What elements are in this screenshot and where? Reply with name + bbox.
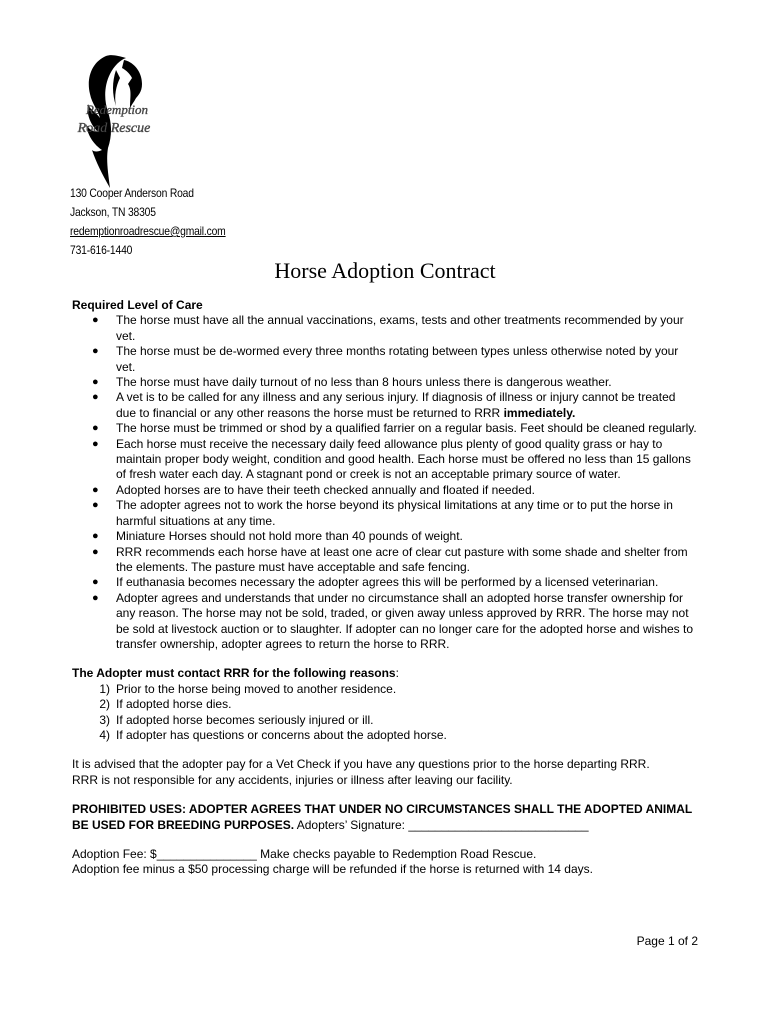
address-street: 130 Cooper Anderson Road bbox=[70, 186, 194, 200]
reason-item: 3) If adopted horse becomes seriously injured or ill. bbox=[99, 712, 374, 727]
bullet-icon: ● bbox=[92, 483, 99, 496]
address-email-link[interactable]: redemptionroadrescue@gmail.com bbox=[70, 224, 226, 238]
address-phone: 731-616-1440 bbox=[70, 243, 133, 257]
bullet-icon: ● bbox=[92, 422, 99, 435]
bullet-icon: ● bbox=[92, 499, 99, 512]
horse-head-logo-icon bbox=[62, 52, 172, 190]
bullet-icon: ● bbox=[92, 376, 99, 389]
advice-line-1: It is advised that the adopter pay for a Vet Check if you have any questions prior to the horse departing RRR. bbox=[72, 757, 650, 772]
contract-body bbox=[72, 298, 698, 878]
document-title: Horse Adoption Contract bbox=[274, 258, 496, 283]
bullet-icon: ● bbox=[92, 591, 99, 604]
reasons-list bbox=[72, 682, 698, 744]
adoption-fee-field[interactable]: Adoption Fee: $_______________ Make checks payable to Redemption Road Rescue. bbox=[72, 847, 537, 861]
care-item: ● The adopter agrees not to work the horse beyond its physical limitations at any time or to put the horse in harmful situations at any time. bbox=[92, 498, 673, 528]
prohibited-uses: PROHIBITED USES: ADOPTER AGREES THAT UNDER NO CIRCUMSTANCES SHALL THE ADOPTED ANIMAL BE USED FOR BREEDING PURPOSES. Adopters’ Signature: ___________________________ bbox=[72, 802, 693, 832]
care-heading: Required Level of Care bbox=[72, 298, 203, 312]
care-item: ● Adopted horses are to have their teeth checked annually and floated if needed. bbox=[92, 482, 535, 497]
care-item: ● If euthanasia becomes necessary the adopter agrees this will be performed by a licensed veterinarian. bbox=[92, 575, 659, 590]
bullet-icon: ● bbox=[92, 530, 99, 543]
care-item: ● The horse must have daily turnout of no less than 8 hours unless there is dangerous weather. bbox=[92, 375, 612, 390]
care-item: ● Miniature Horses should not hold more than 40 pounds of weight. bbox=[92, 529, 463, 544]
bullet-icon: ● bbox=[92, 545, 99, 558]
bullet-icon: ● bbox=[92, 437, 99, 450]
care-item: ● The horse must be trimmed or shod by a qualified farrier on a regular basis. Feet should be cleaned regularly. bbox=[92, 421, 697, 436]
reason-item: 1) Prior to the horse being moved to another residence. bbox=[99, 681, 397, 696]
bullet-icon: ● bbox=[92, 391, 99, 404]
care-item: ● The horse must be de-wormed every three months rotating between types unless otherwise noted by your vet. bbox=[92, 344, 679, 374]
bullet-icon: ● bbox=[92, 345, 99, 358]
logo-line1: Redemption bbox=[85, 102, 149, 117]
care-item: ● RRR recommends each horse have at least one acre of clear cut pasture with some shade and shelter from the elements. The pasture must have acceptable and safe fencing. bbox=[92, 544, 688, 574]
address-city: Jackson, TN 38305 bbox=[70, 205, 156, 219]
advice-line-2: RRR is not responsible for any accidents, injuries or illness after leaving our facility. bbox=[72, 772, 513, 787]
care-item: ● Adopter agrees and understands that under no circumstance shall an adopted horse transfer ownership for any reason. The horse may not be sold, traded, or given away unless approved by RRR. The horse may not be sold at livestock auction or to slaughter. If adopter can no longer care for the adopted horse and wishes to transfer ownership, adopter agrees to return the horse to RRR. bbox=[92, 590, 694, 651]
care-item: ● Each horse must receive the necessary daily feed allowance plus plenty of good quality grass or hay to maintain proper body weight, condition and good health. Each horse must be offered no less than 15 gallons of fresh water each day. A stagnant pond or creek is not an acceptable primary source of water. bbox=[92, 436, 691, 482]
bullet-icon: ● bbox=[92, 576, 99, 589]
signature-field[interactable]: Adopters’ Signature: ___________________________ bbox=[294, 817, 589, 832]
care-item: ● The horse must have all the annual vaccinations, exams, tests and other treatments recommended by your vet. bbox=[92, 313, 684, 343]
refund-policy: Adoption fee minus a $50 processing charge will be refunded if the horse is returned with 14 days. bbox=[72, 862, 593, 877]
page-number: Page 1 of 2 bbox=[636, 934, 698, 948]
reason-item: 2) If adopted horse dies. bbox=[99, 697, 232, 712]
reason-item: 4) If adopter has questions or concerns about the adopted horse. bbox=[99, 727, 447, 742]
care-list bbox=[72, 313, 698, 652]
care-item: ● A vet is to be called for any illness and any serious injury. If diagnosis of illness or injury cannot be treated due to financial or any other reasons the horse must be returned to RRR immediately. bbox=[92, 390, 676, 420]
immediately-emphasis: immediately. bbox=[503, 405, 576, 420]
bullet-icon: ● bbox=[92, 314, 99, 327]
reasons-heading: The Adopter must contact RRR for the following reasons: bbox=[72, 666, 399, 681]
address-block bbox=[70, 184, 226, 260]
logo-line2: Road Rescue bbox=[77, 121, 151, 136]
